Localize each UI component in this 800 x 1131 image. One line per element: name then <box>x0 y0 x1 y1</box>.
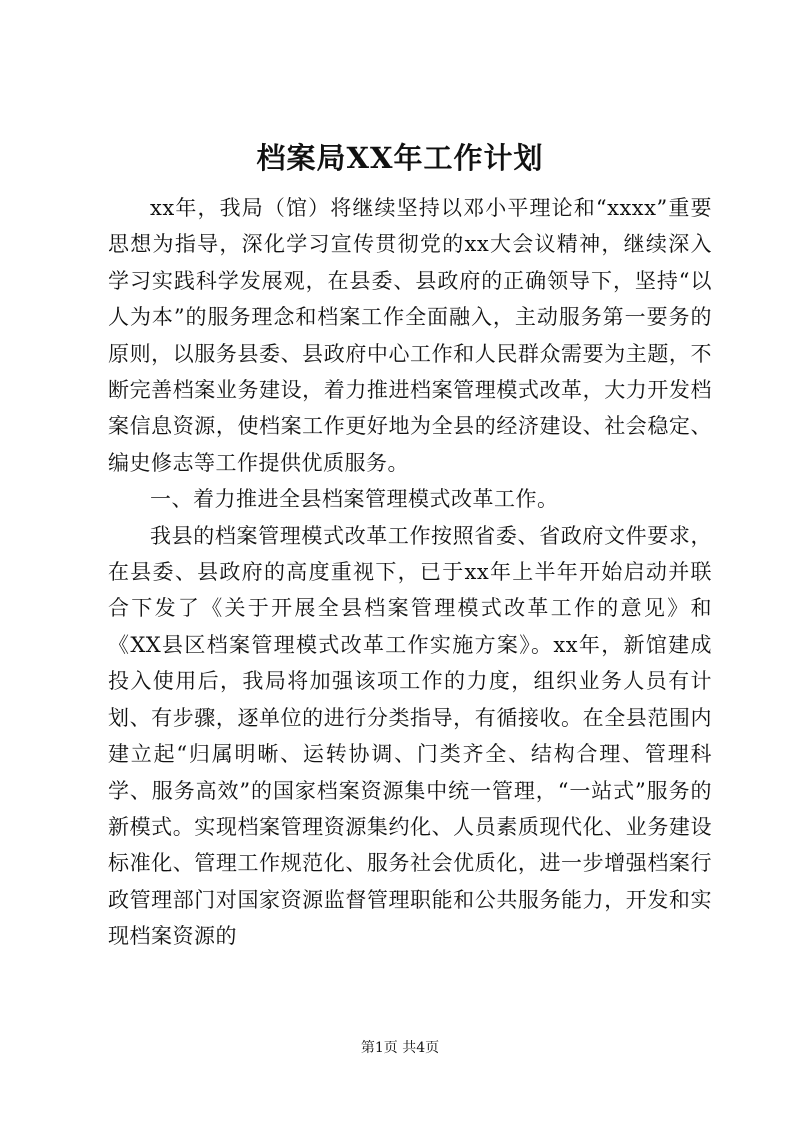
page-footer: 第1页 共4页 <box>360 1040 440 1056</box>
document-title: 档案局XX年工作计划 <box>256 141 544 175</box>
paragraph-intro: xx年，我局（馆）将继续坚持以邓小平理论和“xxxx”重要思想为指导，深化学习宣传贯彻党的xx大会议精神，继续深入学习实践科学发展观，在县委、县政府的正确领导下，坚持“以人为本”的服务理念和档案工作全面融入，主动服务第一要务的原则，以服务县委、县政府中心工作和人民群众需要为主题，不断完善档案业务建设，着力推进档案管理模式改革，大力开发档案信息资源，使档案工作更好地为全县的经济建设、社会稳定、编史修志等工作提供优质服务。 <box>108 196 712 475</box>
document-body <box>108 190 712 955</box>
paragraph-section-body: 我县的档案管理模式改革工作按照省委、省政府文件要求，在县委、县政府的高度重视下，已于xx年上半年开始启动并联合下发了《关于开展全县档案管理模式改革工作的意见》和《XX县区档案管理模式改革工作实施方案》。xx年，新馆建成投入使用后，我局将加强该项工作的力度，组织业务人员有计划、有步骤，逐单位的进行分类指导，有循接收。在全县范围内建立起“归属明晰、运转协调、门类齐全、结构合理、管理科学、服务高效”的国家档案资源集中统一管理，“一站式”服务的新模式。实现档案管理资源集约化、人员素质现代化、业务建设标准化、管理工作规范化、服务社会优质化，进一步增强档案行政管理部门对国家资源监督管理职能和公共服务能力，开发和实现档案资源的 <box>108 523 712 949</box>
paragraph-section-heading: 一、着力推进全县档案管理模式改革工作。 <box>150 487 559 512</box>
